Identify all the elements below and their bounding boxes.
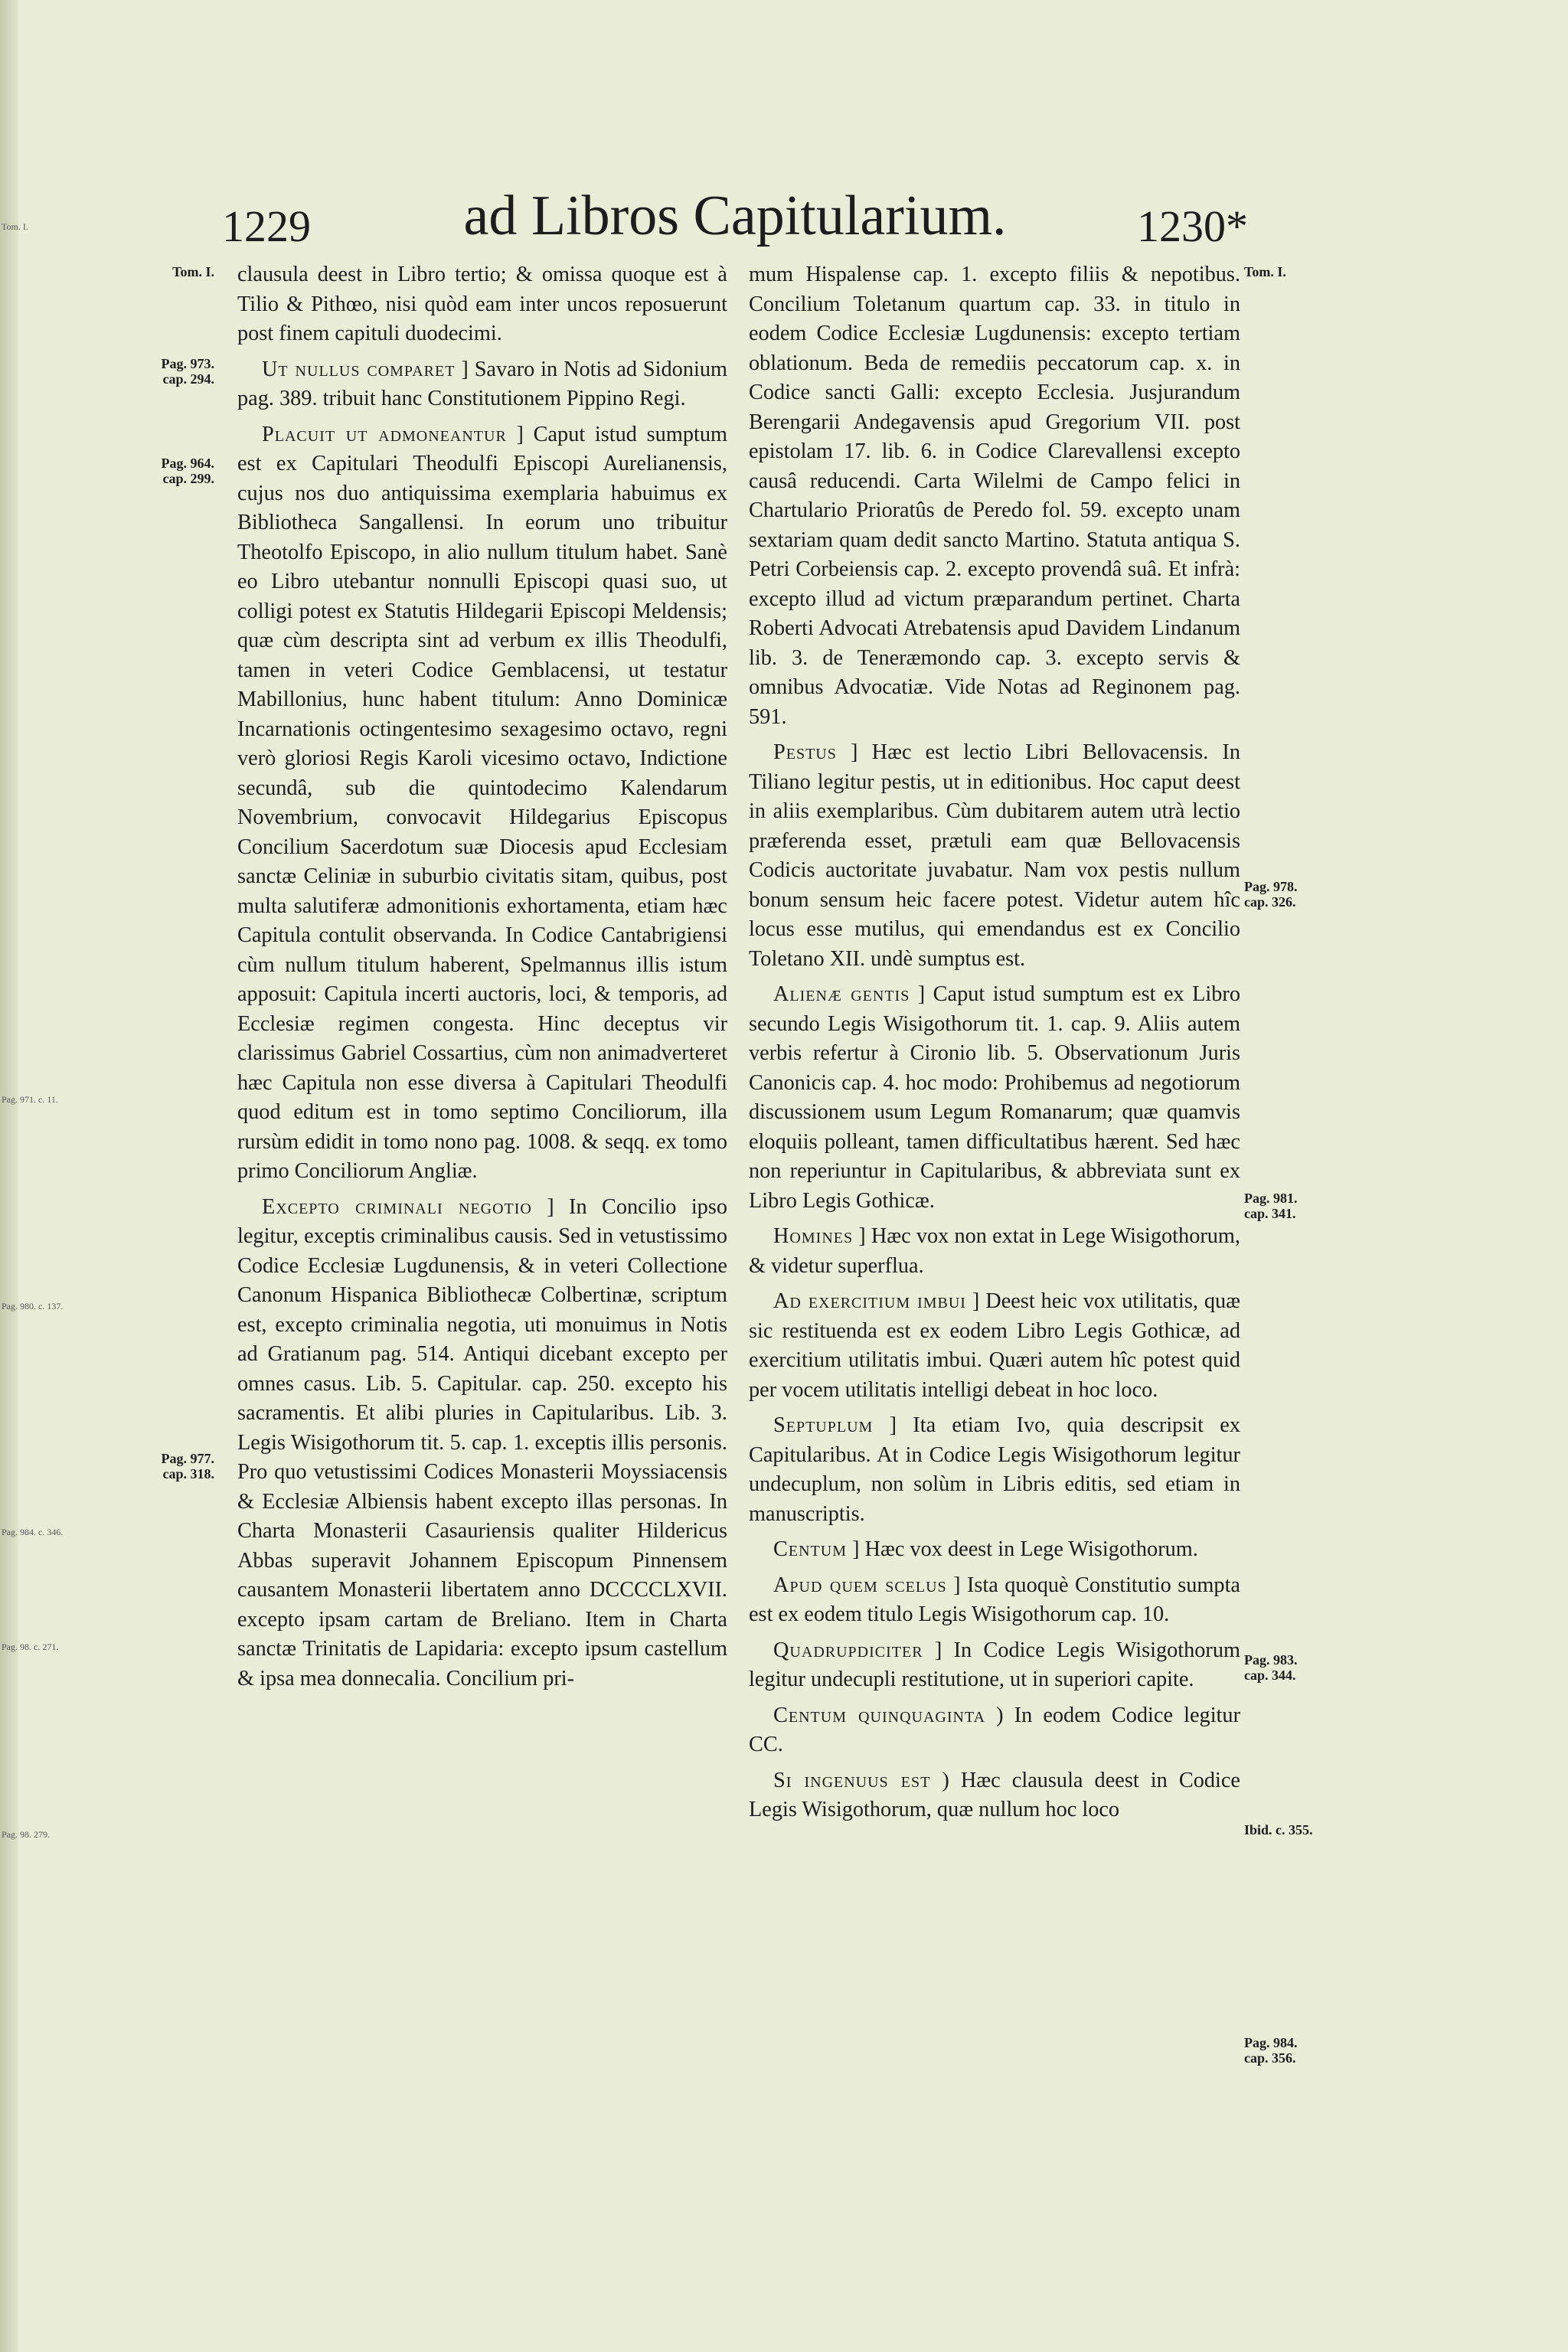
lemma: Apud quem scelus <box>773 1573 947 1597</box>
lemma: Excepto criminali negotio <box>262 1194 532 1219</box>
paragraph: Pestus ] Hæc est lectio Libri Bellovacensis. In Tiliano legitur pestis, ut in editionibus. Hoc caput deest in aliis exemplaribus. Cùm dubitarem autem utrà lectio præferenda esset, prætuli eam quæ Bellovacensis Codicis auctoritate juvabatur. Nam vox pestis nullum bonum sensum heic facere potest. Videtur autem hîc locus esse mutilus, qui emendandus est ex Concilio Toletano XII. undè sumptus est. <box>749 740 1240 971</box>
margin-note: Pag. 981. cap. 341. <box>1244 1191 1298 1221</box>
page-number-left: 1229 <box>222 201 311 251</box>
paragraph: Centum quinquaginta ) In eodem Codice legitur CC. <box>749 1703 1240 1756</box>
paragraph: Si ingenuus est ) Hæc clausula deest in Codice Legis Wisigothorum, quæ nullum hoc loco <box>749 1768 1240 1821</box>
gutter-note: Pag. 971. c. 11. <box>2 1094 58 1105</box>
gutter-note: Pag. 98. 279. <box>2 1829 50 1840</box>
margin-note: Ibid. c. 355. <box>1244 1822 1313 1838</box>
gutter-note: Pag. 98. c. 271. <box>2 1642 59 1652</box>
margin-note: Pag. 964. cap. 299. <box>161 456 214 486</box>
lemma: Placuit ut admoneantur <box>262 422 507 446</box>
paragraph: Ut nullus comparet ] Savaro in Notis ad Sidonium pag. 389. tribuit hanc Constitutionem Pippino Regi. <box>237 357 728 410</box>
page-number-right: 1230* <box>1137 201 1248 251</box>
paragraph: Quadrupdiciter ] In Codice Legis Wisigothorum legitur undecupli restitutione, ut in superiori capite. <box>749 1638 1240 1691</box>
page-header <box>222 184 1248 260</box>
paragraph: Placuit ut admoneantur ] Caput istud sumptum est ex Capitulari Theodulfi Episcopi Aurelianensis, cujus nos duo antiquissima exemplaria habuimus ex Bibliotheca Sangallensi. In eorum uno tribuitur Theotolfo Episcopo, in alio nullum titulum habet. Sanè eo Libro utebantur nonnulli Episcopi quasi suo, ut colligi potest ex Statutis Hildegarii Episcopi Meldensis; quæ cùm descripta sint ad verbum ex illis Theodulfi, tamen in veteri Codice Gemblacensi, ut testatur Mabillonius, hunc habent titulum: Anno Dominicæ Incarnationis octingentesimo sexagesimo octavo, regni verò gloriosi Regis Karoli vicesimo octavo, Indictione secundâ, sub die quintodecimo Kalendarum Novembrium, convocavit Hildegarius Episcopus Concilium Sacerdotum suæ Diocesis apud Ecclesiam sanctæ Celiniæ in suburbio civitatis sitam, quibus, post multa salutiferæ admonitionis exhortamenta, etiam hæc Capitula contulit observanda. In Codice Cantabrigiensi cùm nullum titulum haberent, Spelmannus illis istum apposuit: Capitula incerti auctoris, loci, & temporis, ad Ecclesiæ regimen congesta. Hinc deceptus vir clarissimus Gabriel Cossartius, cùm non animadverteret hæc Capitula non esse diversa à Capitulari Theodulfi quod editum est in tomo septimo Conciliorum, illa rursùm edidit in tomo nono pag. 1008. & seqq. ex tomo primo Conciliorum Angliæ. <box>237 422 727 1183</box>
lemma: Homines <box>773 1224 854 1248</box>
margin-note: Tom. I. <box>1244 264 1286 279</box>
gutter-note: Tom. I. <box>2 221 28 232</box>
lemma: Centum quinquaginta <box>773 1703 986 1727</box>
paragraph: mum Hispalense cap. 1. excepto filiis & nepotibus. Concilium Toletanum quartum cap. 33. in titulo in eodem Codice Ecclesiæ Lugdunensis: excepto tertiam oblationum. Beda de remediis peccatorum cap. x. in Codice sancti Galli: excepto Ecclesia. Jusjurandum Berengarii Andegavensis apud Gregorium VII. post epistolam 17. lib. 6. in Codice Clarevallensi excepto causâ reducendi. Carta Wilelmi de Campo felici in Chartulario Prioratûs de Peredo fol. 59. excepto unam sextariam quam dedit sancto Martino. Statuta antiqua S. Petri Corbeiensis cap. 2. excepto provendâ suâ. Et infrà: excepto illud ad victum præparandum pertinet. Charta Roberti Advocati Atrebatensis apud Davidem Lindanum lib. 3. de Teneræmondo cap. 3. excepto servis & omnibus Advocatiæ. Vide Notas ad Reginonem pag. 591. <box>749 263 1240 729</box>
lemma: Ut nullus comparet <box>262 357 456 381</box>
gutter-note: Pag. 980. c. 137. <box>2 1301 64 1312</box>
paragraph: Septuplum ] Ita etiam Ivo, quia descripsit ex Capitularibus. At in Codice Legis Wisigothorum legitur undecuplum, non solùm in Libris editis, sed etiam in manuscriptis. <box>749 1413 1241 1526</box>
lemma: Centum <box>773 1537 847 1561</box>
paragraph: Apud quem scelus ] Ista quoquè Constitutio sumpta est ex eodem titulo Legis Wisigothorum cap. 10. <box>749 1573 1240 1626</box>
lemma: Pestus <box>773 740 837 764</box>
paragraph: Excepto criminali negotio ] In Concilio ipso legitur, exceptis criminalibus causis. Sed in vetustissimo Codice Ecclesiæ Lugdunensis, & in veteri Collectione Canonum Hispanica Bibliothecæ Colbertinæ, scriptum est, excepto criminalia negotia, uti monuimus in Notis ad Gratianum pag. 514. Antiqui dicebant excepto per omnes casus. Lib. 5. Capitular. cap. 250. excepto his sacramentis. Et alibi pluries in Capitularibus. Lib. 3. Legis Wisigothorum tit. 5. cap. 1. exceptis illis personis. Pro quo vetustissimi Codices Monasterii Moyssiacensis & Ecclesiæ Albiensis habent excepto illas personas. In Charta Monasterii Casauriensis qualiter Hildericus Abbas superavit Johannem Episcopum Pinnensem causantem Monasterii libertatem anno DCCCCLXVII. excepto ipsam cartam de Breliano. Item in Charta sanctæ Trinitatis de Lapidaria: excepto ipsum castellum & ipsa mea donnecalia. Concilium pri- <box>237 1194 727 1690</box>
gutter-note: Pag. 984. c. 346. <box>2 1527 64 1537</box>
margin-note: Pag. 973. cap. 294. <box>161 356 214 387</box>
paragraph: Centum ] Hæc vox deest in Lege Wisigothorum. <box>773 1537 1198 1561</box>
left-text-column <box>237 260 727 1700</box>
margin-note: Pag. 977. cap. 318. <box>161 1451 214 1481</box>
margin-note: Tom. I. <box>172 264 214 279</box>
running-title: ad Libros Capitularium. <box>463 185 1007 247</box>
gutter-strip <box>0 0 64 2352</box>
margin-note: Pag. 983. cap. 344. <box>1244 1652 1298 1683</box>
paragraph: Ad exercitium imbui ] Deest heic vox utilitatis, quæ sic restituenda est ex eodem Libro Legis Gothicæ, ad exercitium utilitatis imbui. Quæri autem hîc potest quid per vocem utilitatis intelligi debeat in hoc loco. <box>749 1289 1241 1402</box>
paragraph: Alienæ gentis ] Caput istud sumptum est ex Libro secundo Legis Wisigothorum tit. 1. cap. 9. Aliis autem verbis refertur à Cironio lib. 5. Observationum Juris Canonicis cap. 4. hoc modo: Prohibemus ad negotiorum discussionem usum Legum Romanarum; quæ quamvis eloquiis polleant, tamen difficultatibus hærent. Sed hæc non reperiuntur in Capitularibus, & abbreviata sunt ex Libro Legis Gothicæ. <box>749 982 1240 1213</box>
lemma: Quadrupdiciter <box>773 1638 923 1662</box>
lemma: Ad exercitium imbui <box>773 1289 966 1313</box>
paragraph: Homines ] Hæc vox non extat in Lege Wisigothorum, & videtur superflua. <box>749 1224 1240 1278</box>
lemma: Septuplum <box>773 1413 874 1437</box>
margin-note: Pag. 978. cap. 326. <box>1244 879 1298 910</box>
lemma: Si ingenuus est <box>773 1768 931 1792</box>
right-text-column <box>749 260 1240 1831</box>
paragraph: clausula deest in Libro tertio; & omissa quoque est à Tilio & Pithœo, nisi quòd eam inter uncos reposuerunt post finem capituli duodecimi. <box>237 263 727 345</box>
lemma: Alienæ gentis <box>773 982 910 1006</box>
margin-note: Pag. 984. cap. 356. <box>1244 2035 1298 2066</box>
